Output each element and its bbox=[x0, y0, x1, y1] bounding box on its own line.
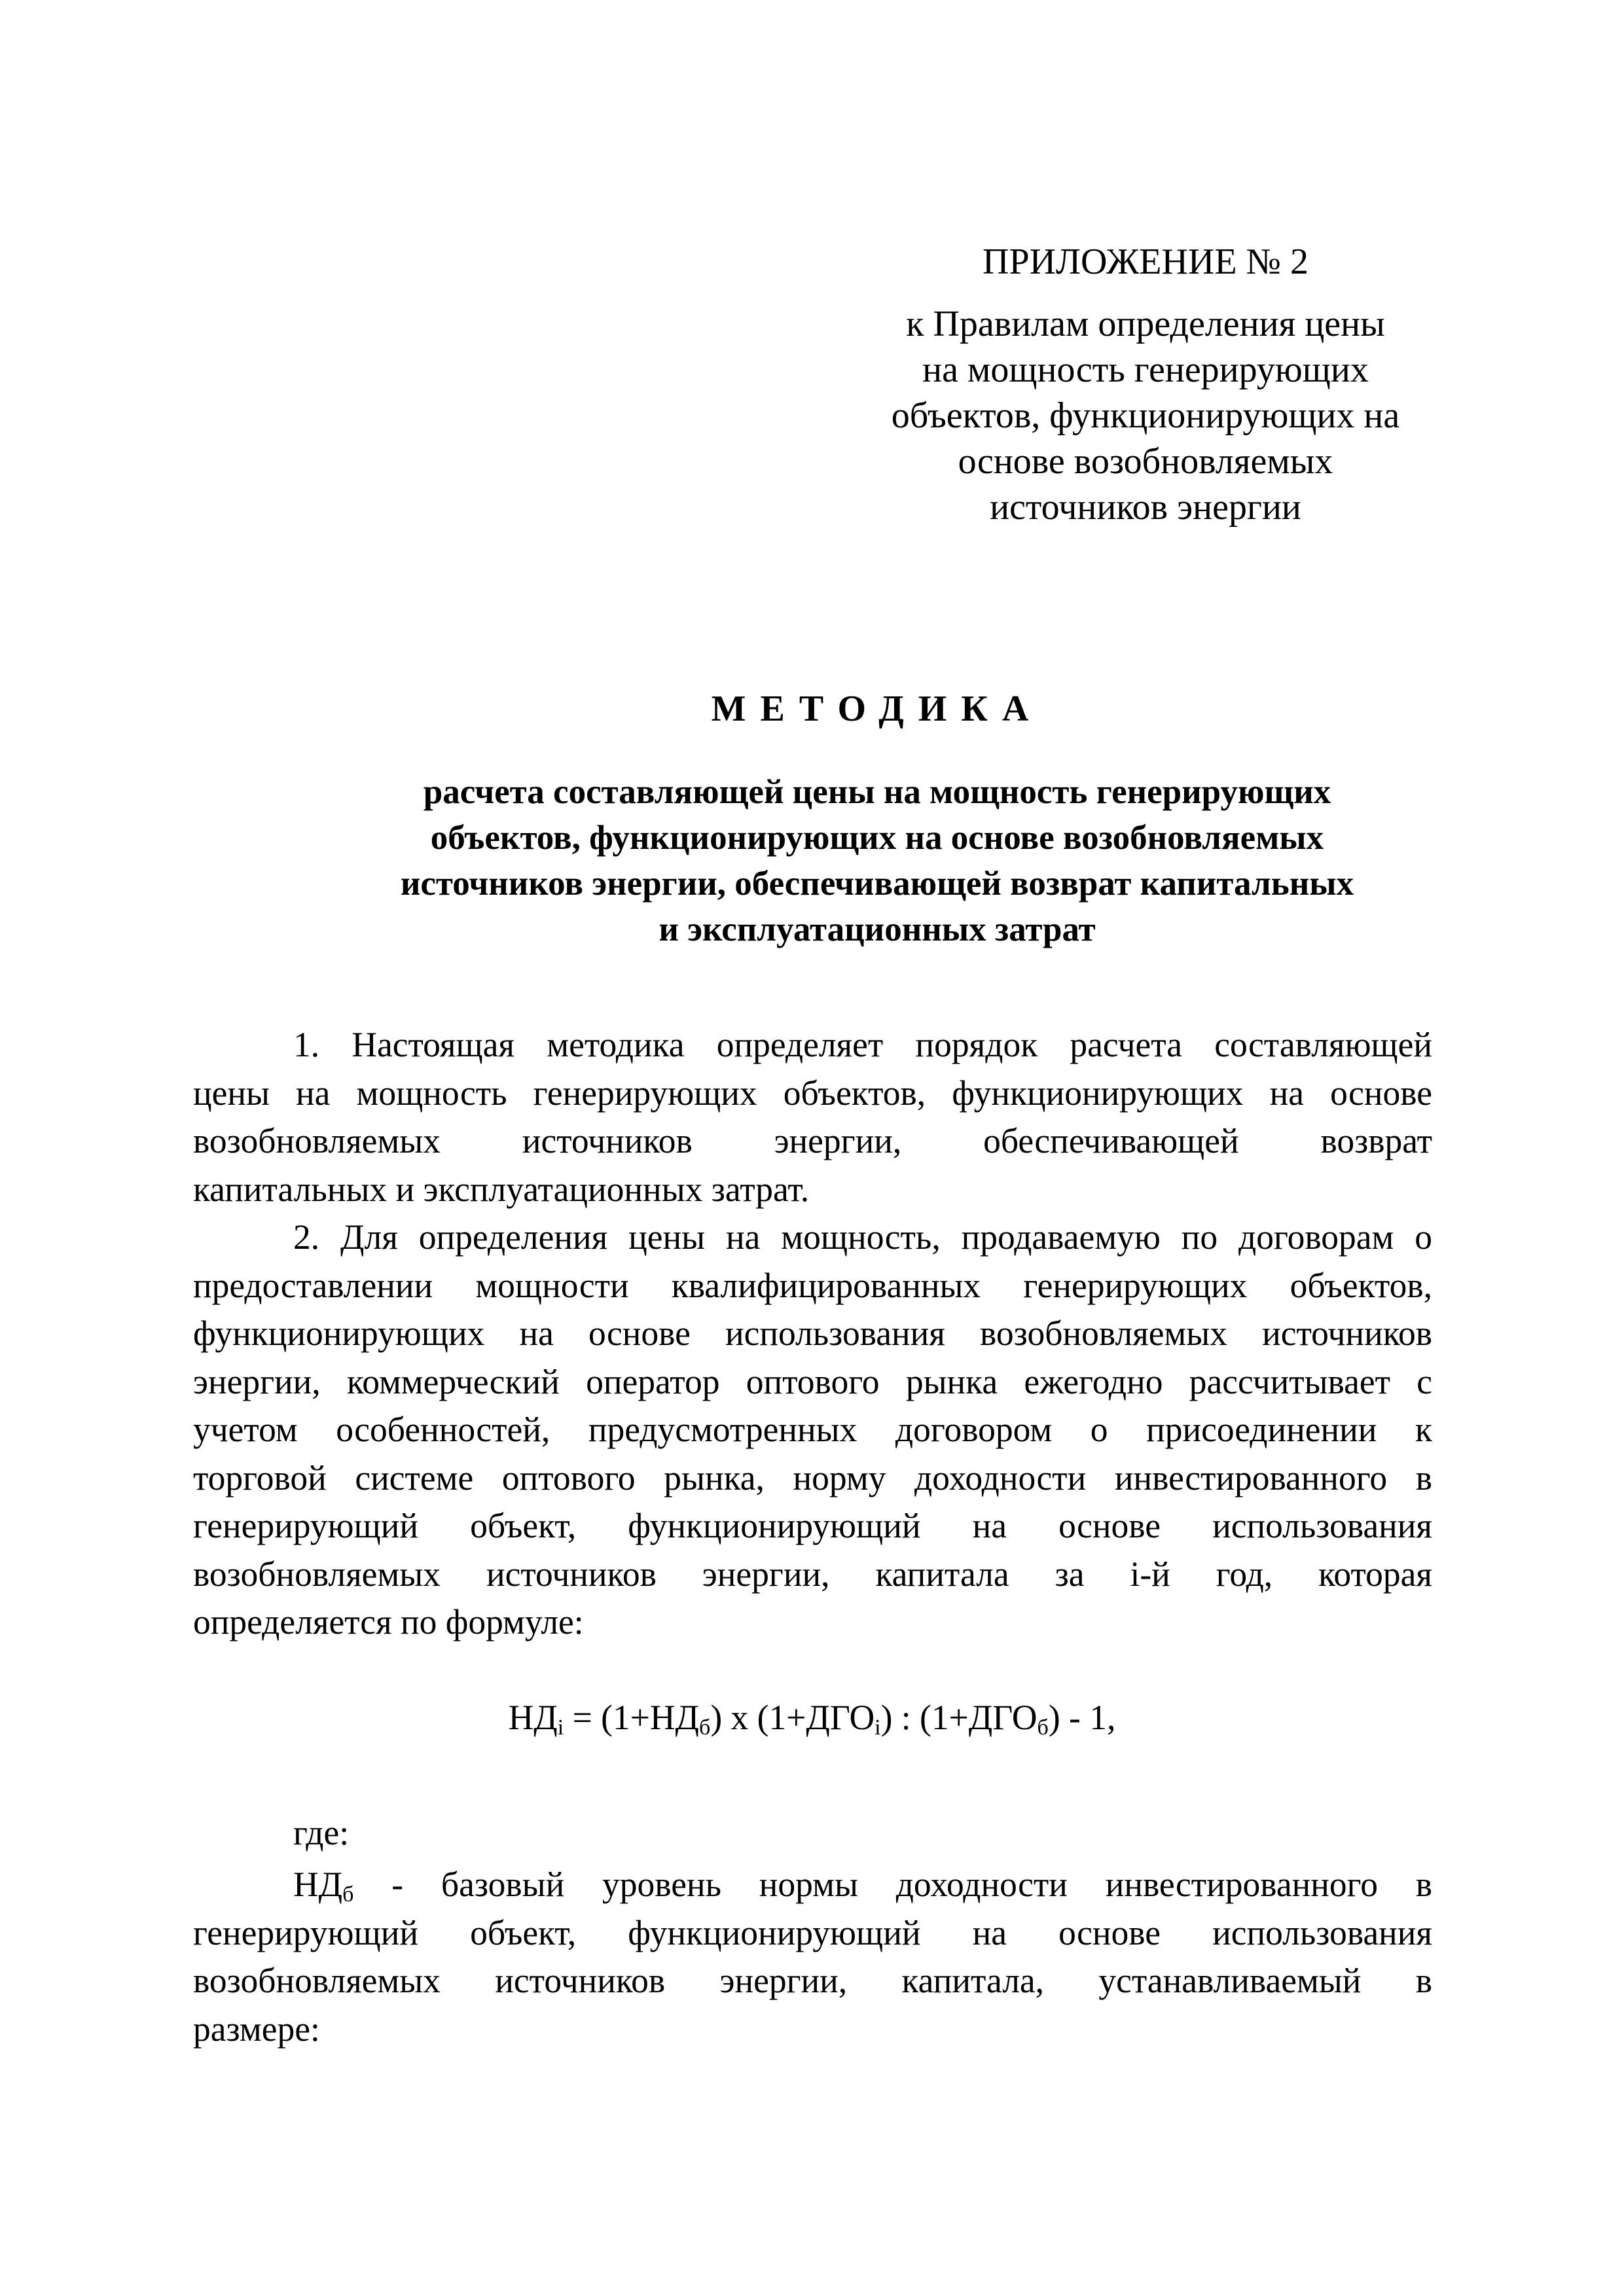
definition-symbol-subscript: б bbox=[342, 1882, 354, 1907]
formula-subscript: i bbox=[557, 1715, 564, 1740]
document-title: МЕТОДИКА bbox=[711, 689, 1043, 729]
formula-subscript: i bbox=[875, 1715, 881, 1740]
document-subtitle bbox=[157, 769, 1597, 952]
appendix-line: объектов, функционирующих на bbox=[891, 395, 1400, 436]
paragraph-line: капитальных и эксплуатационных затрат. bbox=[193, 1169, 810, 1209]
definition-symbol: НД bbox=[293, 1865, 343, 1904]
formula-part: ) : (1+ДГО bbox=[880, 1698, 1038, 1737]
paragraph-line: учетом особенностей, предусмотренных договором о присоединении к bbox=[193, 1410, 1432, 1449]
subtitle-line: расчета составляющей цены на мощность генерирующих bbox=[423, 773, 1331, 811]
formula-part: ) х (1+ДГО bbox=[710, 1698, 875, 1737]
paragraph-line: цены на мощность генерирующих объектов, функционирующих на основе bbox=[193, 1073, 1432, 1113]
definition-line: генерирующий объект, функционирующий на основе использования bbox=[193, 1912, 1432, 1952]
appendix-line: к Правилам определения цены bbox=[906, 304, 1385, 344]
paragraph-line: предоставлении мощности квалифицированных генерирующих объектов, bbox=[193, 1265, 1432, 1305]
formula-part: НД bbox=[508, 1698, 558, 1737]
definition-text: - базовый уровень нормы доходности инвестированного в bbox=[353, 1865, 1432, 1904]
document-title-block bbox=[157, 684, 1597, 952]
formula-part: = (1+НД bbox=[564, 1698, 700, 1737]
paragraph-line: определяется по формуле: bbox=[193, 1602, 584, 1641]
paragraph-line: генерирующий объект, функционирующий на основе использования bbox=[193, 1506, 1432, 1545]
appendix-line: основе возобновляемых bbox=[958, 441, 1333, 482]
paragraph-line: торговой системе оптового рынка, норму доходности инвестированного в bbox=[193, 1458, 1432, 1498]
formula bbox=[0, 1693, 1624, 1742]
definition-paragraph bbox=[193, 1861, 1432, 2053]
formula-part: ) - 1, bbox=[1048, 1698, 1116, 1737]
paragraph-line: функционирующих на основе использования возобновляемых источников bbox=[193, 1314, 1432, 1353]
paragraph-line: возобновляемых источников энергии, капитала за i-й год, которая bbox=[193, 1554, 1432, 1594]
paragraph-line: 2. Для определения цены на мощность, продаваемую по договорам о bbox=[293, 1217, 1432, 1257]
paragraph-line: энергии, коммерческий оператор оптового рынка ежегодно рассчитывает с bbox=[193, 1361, 1432, 1401]
appendix-line: источников энергии bbox=[990, 487, 1301, 528]
where-label: где: bbox=[293, 1813, 350, 1852]
definition-line: размере: bbox=[193, 2009, 320, 2049]
appendix-header bbox=[851, 237, 1440, 530]
subtitle-line: источников энергии, обеспечивающей возврат капитальных bbox=[400, 865, 1354, 903]
definition-line bbox=[193, 1861, 1432, 1909]
paragraph-line: 1. Настоящая методика определяет порядок расчета составляющей bbox=[293, 1025, 1432, 1064]
paragraph-line: возобновляемых источников энергии, обеспечивающей возврат bbox=[193, 1121, 1432, 1160]
formula-subscript: б bbox=[1037, 1715, 1049, 1740]
appendix-line: на мощность генерирующих bbox=[922, 350, 1369, 390]
subtitle-line: объектов, функционирующих на основе возобновляемых bbox=[430, 819, 1324, 857]
paragraph-1 bbox=[193, 1021, 1432, 1213]
definition-line: возобновляемых источников энергии, капитала, устанавливаемый в bbox=[193, 1961, 1432, 2000]
appendix-heading: ПРИЛОЖЕНИЕ № 2 bbox=[983, 242, 1308, 282]
body-text bbox=[193, 1021, 1432, 1647]
paragraph-2 bbox=[193, 1213, 1432, 1647]
formula-subscript: б bbox=[699, 1715, 711, 1740]
subtitle-line: и эксплуатационных затрат bbox=[659, 910, 1096, 948]
